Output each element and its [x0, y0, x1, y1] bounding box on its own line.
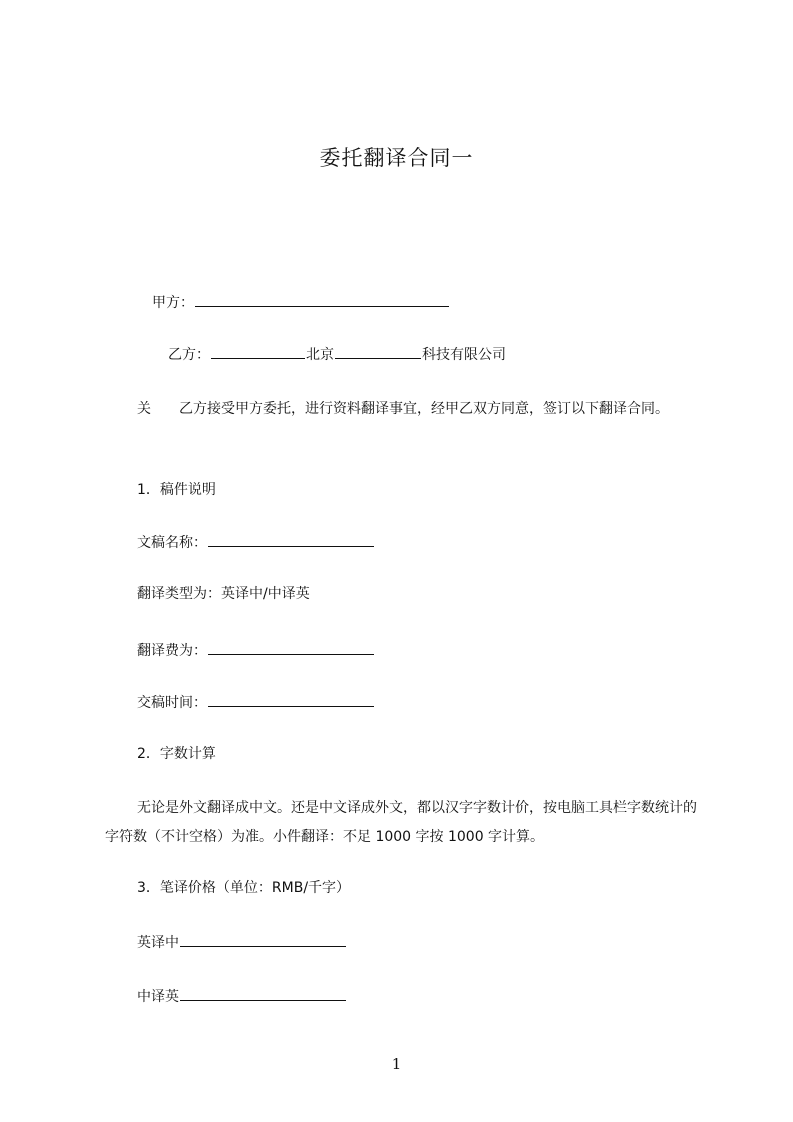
- page-number: 1: [391, 1055, 402, 1073]
- section-2-heading: 2．字数计算: [137, 746, 216, 762]
- word-count-paragraph: 无论是外文翻译成中文。还是中文译成外文，都以汉字字数计价，按电脑工具栏字数统计的字符数（不计空格）为准。小件翻译：不足 1000 字按 1000 字计算。: [105, 800, 697, 845]
- document-title: 委托翻译合同一: [319, 146, 474, 170]
- party-b-blank-1[interactable]: [211, 344, 305, 359]
- party-a-line: [152, 292, 450, 313]
- delivery-time-line: [137, 692, 375, 713]
- delivery-time-label: 交稿时间：: [137, 695, 207, 711]
- intro-paragraph: 关 乙方接受甲方委托，进行资料翻译事宜，经甲乙双方同意，签订以下翻译合同。: [137, 401, 669, 417]
- delivery-time-blank[interactable]: [208, 692, 374, 707]
- party-b-city: 北京: [306, 347, 334, 363]
- translation-type-line: 翻译类型为：英译中/中译英: [137, 586, 310, 602]
- zh-to-en-line: [137, 986, 347, 1007]
- document-name-line: [137, 532, 375, 553]
- party-b-label: 乙方：: [168, 347, 210, 363]
- party-b-blank-2[interactable]: [335, 344, 421, 359]
- party-b-suffix: 科技有限公司: [422, 347, 506, 363]
- en-to-zh-label: 英译中: [137, 935, 179, 951]
- en-to-zh-line: [137, 932, 347, 953]
- party-b-line: [168, 344, 506, 365]
- document-name-blank[interactable]: [208, 532, 374, 547]
- zh-to-en-label: 中译英: [137, 989, 179, 1005]
- zh-to-en-blank[interactable]: [180, 986, 346, 1001]
- en-to-zh-blank[interactable]: [180, 932, 346, 947]
- document-name-label: 文稿名称：: [137, 535, 207, 551]
- party-a-blank[interactable]: [195, 292, 449, 307]
- party-a-label: 甲方：: [152, 295, 194, 311]
- section-3-heading: 3．笔译价格（单位：RMB/千字）: [137, 880, 351, 896]
- fee-line: [137, 640, 375, 661]
- fee-blank[interactable]: [208, 640, 374, 655]
- fee-label: 翻译费为：: [137, 643, 207, 659]
- section-1-heading: 1．稿件说明: [137, 482, 216, 498]
